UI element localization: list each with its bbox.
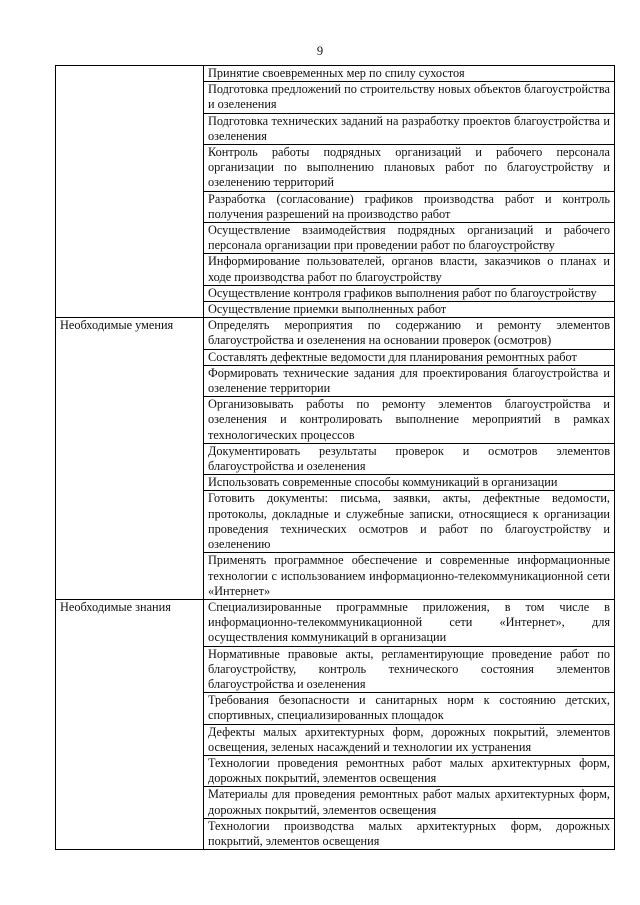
requirement-item: Подготовка технических заданий на разработку проектов благоустройства и озеленения [204, 113, 615, 144]
requirement-item: Использовать современные способы коммуникаций в организации [204, 475, 615, 491]
requirement-item: Специализированные программные приложения, в том числе в информационно-телекоммуникационной сети «Интернет», для осуществления коммуникаций в организации [204, 599, 615, 646]
requirement-item: Документировать результаты проверок и осмотров элементов благоустройства и озеленения [204, 443, 615, 474]
requirement-item: Разработка (согласование) графиков производства работ и контроль получения разрешений на производство работ [204, 191, 615, 222]
section-label-knowledge: Необходимые знания [56, 599, 204, 849]
requirement-item: Осуществление контроля графиков выполнения работ по благоустройству [204, 285, 615, 301]
requirement-item: Применять программное обеспечение и современные информационные технологии с использованием информационно-телекоммуникационной сети «Интернет» [204, 553, 615, 600]
table-row [56, 318, 615, 349]
requirement-item: Информирование пользователей, органов власти, заказчиков о планах и ходе производства работ по благоустройству [204, 254, 615, 285]
requirement-item: Готовить документы: письма, заявки, акты, дефектные ведомости, протоколы, докладные и служебные записки, относящиеся к организации проведения технических осмотров и работ по благоустройству и озеленению [204, 491, 615, 553]
requirement-item: Осуществление взаимодействия подрядных организаций и рабочего персонала организации при проведении работ по благоустройству [204, 223, 615, 254]
requirement-item: Формировать технические задания для проектирования благоустройства и озеленение территории [204, 365, 615, 396]
section-label [56, 66, 204, 318]
requirement-item: Дефекты малых архитектурных форм, дорожных покрытий, элементов освещения, зеленых насаждений и технологии их устранения [204, 724, 615, 755]
requirement-item: Осуществление приемки выполненных работ [204, 302, 615, 318]
requirement-item: Составлять дефектные ведомости для планирования ремонтных работ [204, 349, 615, 365]
requirement-item: Требования безопасности и санитарных норм к состоянию детских, спортивных, специализированных площадок [204, 693, 615, 724]
requirement-item: Нормативные правовые акты, регламентирующие проведение работ по благоустройству, контроль технического состояния элементов благоустройства и озеленения [204, 646, 615, 693]
requirement-item: Технологии проведения ремонтных работ малых архитектурных форм, дорожных покрытий, элементов освещения [204, 755, 615, 786]
table-row [56, 66, 615, 82]
page-number: 9 [316, 44, 324, 58]
requirement-item: Организовывать работы по ремонту элементов благоустройства и озеленения и контролировать выполнение мероприятий в рамках технологических процессов [204, 397, 615, 444]
requirement-item: Подготовка предложений по строительству новых объектов благоустройства и озеленения [204, 82, 615, 113]
requirements-table [55, 65, 615, 850]
requirement-item: Технологии производства малых архитектурных форм, дорожных покрытий, элементов освещения [204, 818, 615, 849]
table-row [56, 599, 615, 646]
requirement-item: Контроль работы подрядных организаций и рабочего персонала организации по выполнению плановых работ по благоустройству и озеленению территорий [204, 145, 615, 192]
requirement-item: Принятие своевременных мер по спилу сухостоя [204, 66, 615, 82]
requirement-item: Материалы для проведения ремонтных работ малых архитектурных форм, дорожных покрытий, элементов освещения [204, 787, 615, 818]
requirement-item: Определять мероприятия по содержанию и ремонту элементов благоустройства и озеленения на основании проверок (осмотров) [204, 318, 615, 349]
section-label-skills: Необходимые умения [56, 318, 204, 600]
